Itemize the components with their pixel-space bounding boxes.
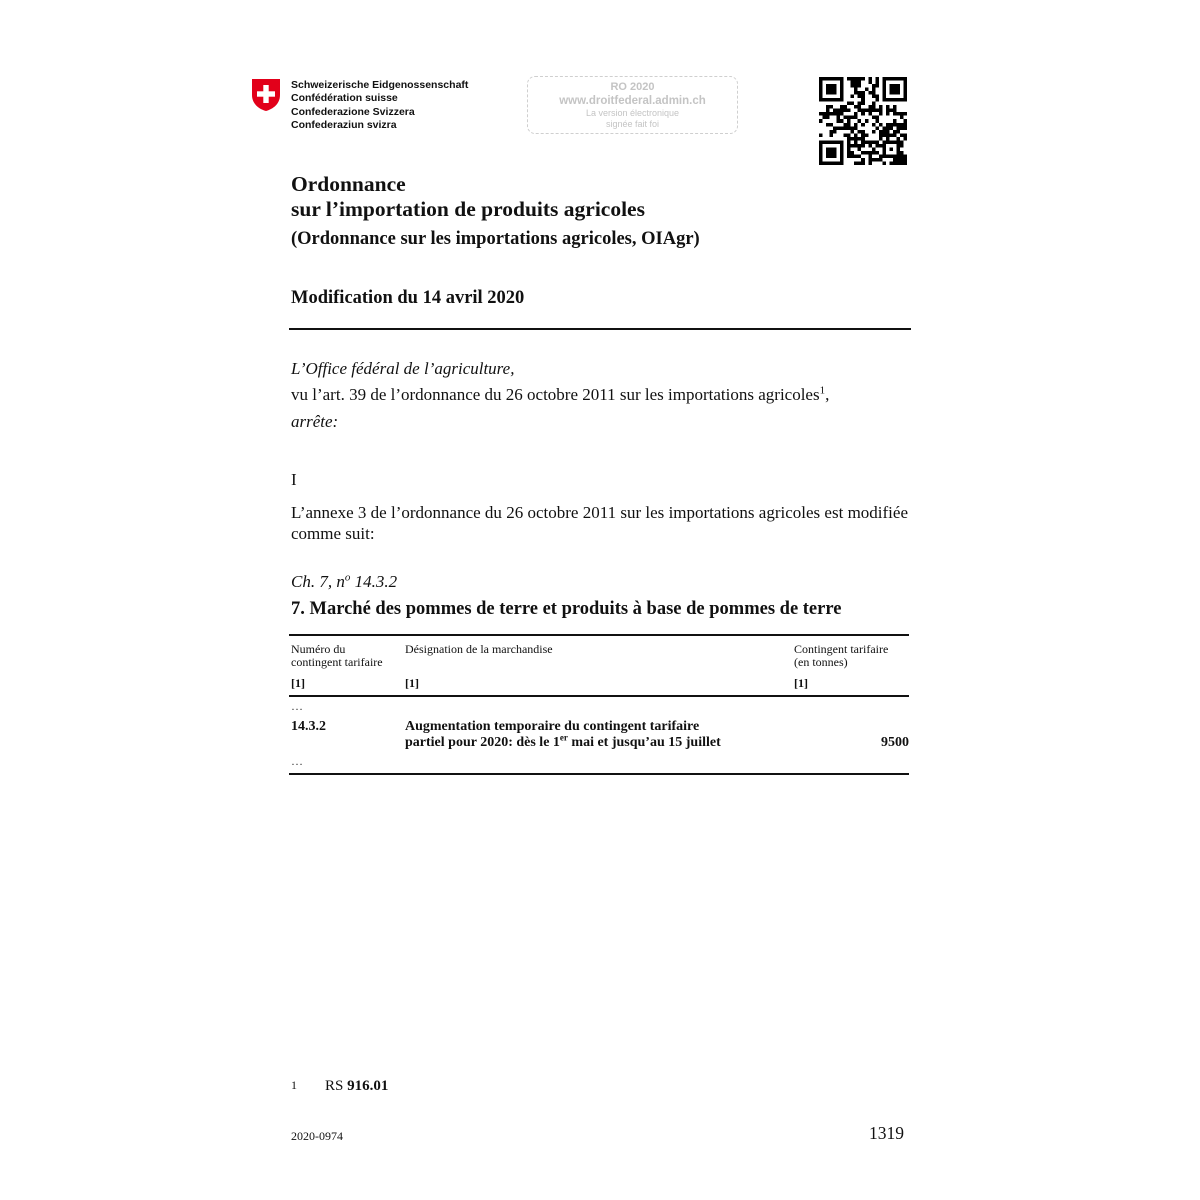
- bracket-label-col1: [1]: [291, 676, 305, 690]
- document-id: 2020-0974: [291, 1129, 343, 1143]
- confederation-names: [291, 79, 468, 132]
- header-designation: Désignation de la marchandise: [405, 642, 553, 656]
- designation-line1: Augmentation temporaire du contingent tarifaire: [405, 719, 700, 734]
- footnote-number: 1: [291, 1078, 297, 1092]
- preamble-arrete: arrête:: [291, 412, 339, 431]
- header-quota: [794, 643, 888, 669]
- table-header-rule: [289, 695, 909, 697]
- table-row-designation: [405, 719, 721, 751]
- confederation-line-de: Schweizerische Eidgenossenschaft: [291, 79, 469, 91]
- bracket-label-col3: [1]: [794, 676, 808, 690]
- section-roman-numeral: I: [291, 470, 297, 489]
- page-title-short: (Ordonnance sur les importations agricoles, OIAgr): [291, 229, 700, 249]
- title-divider: [289, 328, 911, 330]
- designation-sup: er: [559, 732, 568, 743]
- footnote-ref-number: 916.01: [347, 1078, 389, 1094]
- designation-line2: [405, 732, 721, 751]
- confederation-line-rm: Confederaziun svizra: [291, 118, 397, 131]
- page-title-line2: sur l’importation de produits agricoles: [291, 197, 645, 221]
- chapter-prefix: Ch. 7, n: [291, 572, 345, 591]
- chapter-suffix: 14.3.2: [350, 572, 398, 591]
- confederation-line-fr: Confédération suisse: [291, 92, 398, 105]
- table-top-rule: [289, 634, 909, 636]
- header-tariff-number-line2: contingent tarifaire: [291, 655, 383, 669]
- footnote-ref[interactable]: 1: [819, 384, 826, 397]
- chapter-sup: o: [344, 571, 351, 584]
- stamp-url: www.droitfederal.admin.ch: [559, 95, 706, 107]
- table-bottom-rule: [289, 773, 909, 775]
- annex-paragraph: L’annexe 3 de l’ordonnance du 26 octobre 2011 sur les importations agricoles est modifiée comme suit:: [291, 503, 908, 543]
- designation-line2-b: mai et jusqu’au 15 juillet: [567, 735, 721, 750]
- confederation-line-it: Confederazione Svizzera: [291, 105, 415, 118]
- preamble-vu-text: vu l’art. 39 de l’ordonnance du 26 octobre 2011 sur les importations agricoles: [291, 385, 820, 404]
- footnote-text: [325, 1078, 388, 1095]
- header-quota-line1: Contingent tarifaire: [794, 642, 889, 656]
- page-number: 1319: [869, 1123, 904, 1143]
- chapter-reference: [291, 571, 397, 592]
- modification-date: Modification du 14 avril 2020: [291, 288, 525, 308]
- preamble-vu-end: ,: [825, 385, 830, 404]
- table-row-number: 14.3.2: [291, 719, 326, 734]
- header-tariff-number: [291, 643, 383, 669]
- swiss-coat-of-arms-icon: [251, 78, 281, 112]
- header-quota-line2: (en tonnes): [794, 655, 848, 669]
- designation-line2-a: partiel pour 2020: dès le 1: [405, 735, 560, 750]
- electronic-signature-stamp: [527, 76, 738, 134]
- stamp-line3: La version électronique: [585, 108, 680, 118]
- section-heading: 7. Marché des pommes de terre et produits à base de pommes de terre: [291, 599, 842, 619]
- qr-code-icon: [819, 77, 907, 165]
- footnote-prefix: RS: [325, 1078, 348, 1094]
- stamp-line4: signée fait foi: [605, 119, 660, 129]
- preamble-office: L’Office fédéral de l’agriculture,: [291, 359, 515, 378]
- preamble-vu: [291, 384, 829, 405]
- header-tariff-number-line1: Numéro du: [291, 642, 346, 656]
- ellipsis-top: …: [291, 699, 303, 713]
- ellipsis-bottom: …: [291, 754, 303, 768]
- table-row-value: 9500: [881, 735, 909, 750]
- stamp-ro: RO 2020: [610, 81, 655, 93]
- bracket-label-col2: [1]: [405, 676, 419, 690]
- page-title: Ordonnance: [291, 172, 406, 196]
